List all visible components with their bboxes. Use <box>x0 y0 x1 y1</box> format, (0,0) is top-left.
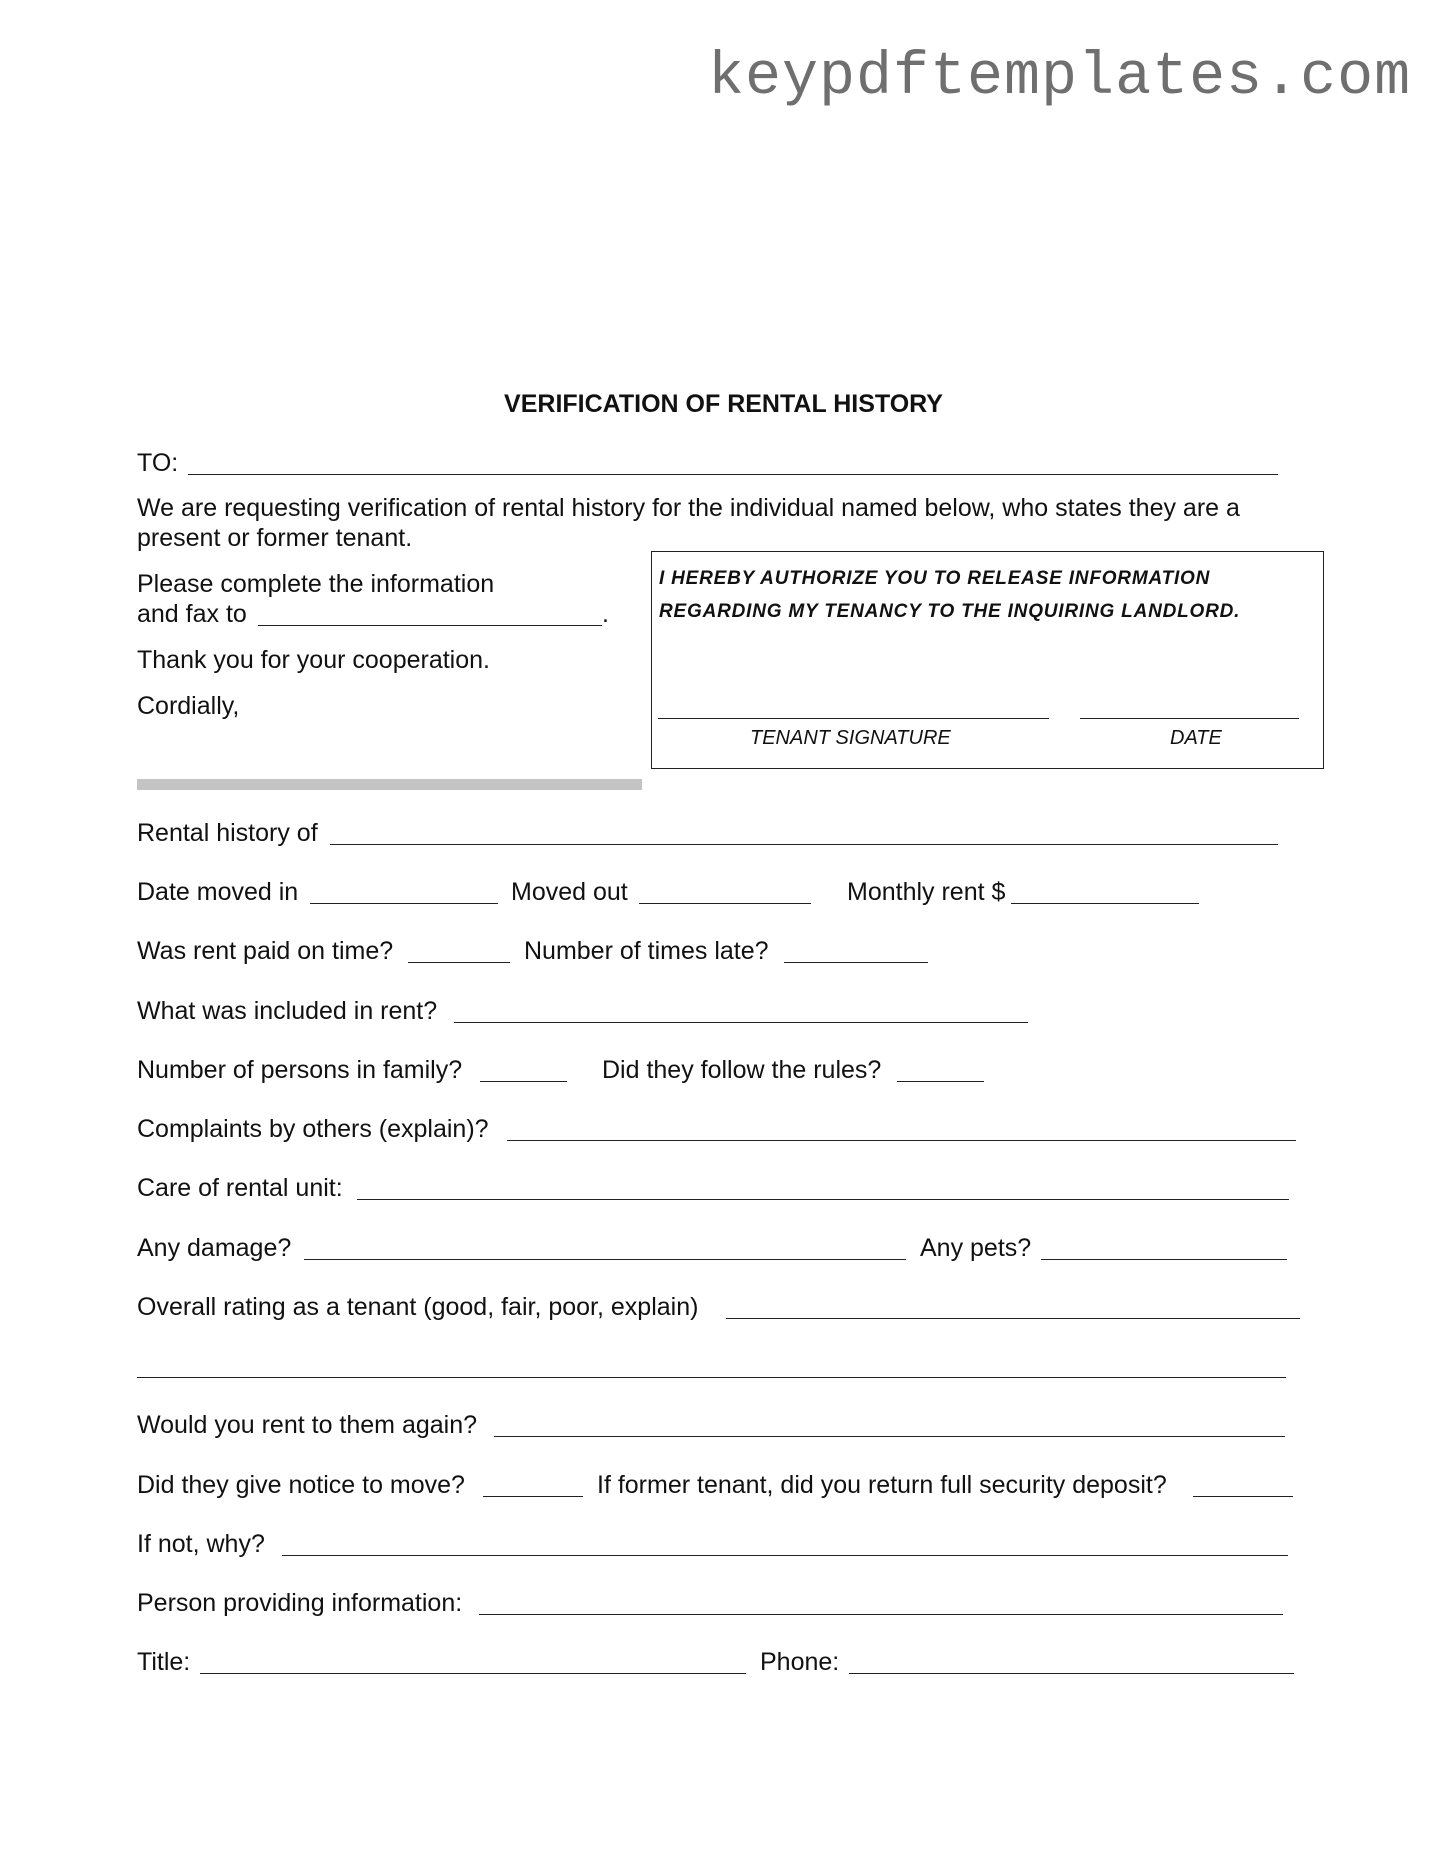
gave-notice-label: Did they give notice to move? <box>137 1471 465 1499</box>
any-damage-label: Any damage? <box>137 1234 292 1262</box>
fax-number-field[interactable] <box>258 625 602 626</box>
fax-period: . <box>602 600 609 628</box>
intro-line-1: We are requesting verification of rental history for the individual named below, who states they are a <box>137 494 1240 522</box>
follow-rules-label: Did they follow the rules? <box>602 1056 882 1084</box>
tenant-signature-label: TENANT SIGNATURE <box>750 727 951 749</box>
monthly-rent-field[interactable] <box>1011 903 1199 904</box>
any-pets-label: Any pets? <box>920 1234 1032 1262</box>
included-in-rent-label: What was included in rent? <box>137 997 438 1025</box>
watermark: keypdftemplates.com <box>708 44 1412 112</box>
closing-text: Cordially, <box>137 692 240 720</box>
fax-to-label: and fax to <box>137 600 247 628</box>
date-label: DATE <box>1170 727 1222 749</box>
overall-rating-field[interactable] <box>726 1318 1300 1319</box>
if-not-why-label: If not, why? <box>137 1530 265 1558</box>
times-late-field[interactable] <box>784 962 928 963</box>
tenant-signature-field[interactable] <box>658 718 1049 719</box>
persons-in-family-field[interactable] <box>480 1081 567 1082</box>
phone-field[interactable] <box>849 1673 1294 1674</box>
care-of-unit-label: Care of rental unit: <box>137 1174 343 1202</box>
security-deposit-field[interactable] <box>1193 1496 1293 1497</box>
overall-rating-label: Overall rating as a tenant (good, fair, poor, explain) <box>137 1293 699 1321</box>
care-of-unit-field[interactable] <box>357 1199 1289 1200</box>
thanks-text: Thank you for your cooperation. <box>137 646 490 674</box>
any-pets-field[interactable] <box>1041 1259 1287 1260</box>
authorization-box <box>651 551 1324 769</box>
authorization-line-2: REGARDING MY TENANCY TO THE INQUIRING LANDLORD. <box>659 601 1241 622</box>
included-in-rent-field[interactable] <box>454 1022 1028 1023</box>
security-deposit-label: If former tenant, did you return full security deposit? <box>597 1471 1167 1499</box>
signature-date-field[interactable] <box>1080 718 1299 719</box>
overall-rating-continued-field[interactable] <box>137 1377 1286 1378</box>
complaints-field[interactable] <box>507 1140 1296 1141</box>
times-late-label: Number of times late? <box>524 937 769 965</box>
authorization-line-1: I HEREBY AUTHORIZE YOU TO RELEASE INFORMATION <box>659 568 1211 589</box>
title-field[interactable] <box>200 1673 746 1674</box>
date-moved-in-field[interactable] <box>310 903 498 904</box>
rent-on-time-field[interactable] <box>408 962 510 963</box>
title-label: Title: <box>137 1648 191 1676</box>
to-field[interactable] <box>188 474 1278 475</box>
rental-history-of-field[interactable] <box>330 844 1278 845</box>
date-moved-in-label: Date moved in <box>137 878 299 906</box>
if-not-why-field[interactable] <box>282 1555 1288 1556</box>
rent-again-field[interactable] <box>494 1436 1285 1437</box>
persons-in-family-label: Number of persons in family? <box>137 1056 463 1084</box>
follow-rules-field[interactable] <box>897 1081 984 1082</box>
rental-history-of-label: Rental history of <box>137 819 318 847</box>
monthly-rent-label: Monthly rent $ <box>847 878 1006 906</box>
divider-bar <box>137 779 642 790</box>
any-damage-field[interactable] <box>304 1259 906 1260</box>
to-label: TO: <box>137 449 179 477</box>
moved-out-field[interactable] <box>639 903 811 904</box>
gave-notice-field[interactable] <box>483 1496 583 1497</box>
person-providing-field[interactable] <box>479 1614 1283 1615</box>
page-title: VERIFICATION OF RENTAL HISTORY <box>504 390 943 418</box>
complaints-label: Complaints by others (explain)? <box>137 1115 489 1143</box>
person-providing-label: Person providing information: <box>137 1589 463 1617</box>
intro-line-2: present or former tenant. <box>137 524 413 552</box>
rent-again-label: Would you rent to them again? <box>137 1411 478 1439</box>
rent-on-time-label: Was rent paid on time? <box>137 937 394 965</box>
moved-out-label: Moved out <box>511 878 628 906</box>
please-complete-line: Please complete the information <box>137 570 495 598</box>
phone-label: Phone: <box>760 1648 840 1676</box>
